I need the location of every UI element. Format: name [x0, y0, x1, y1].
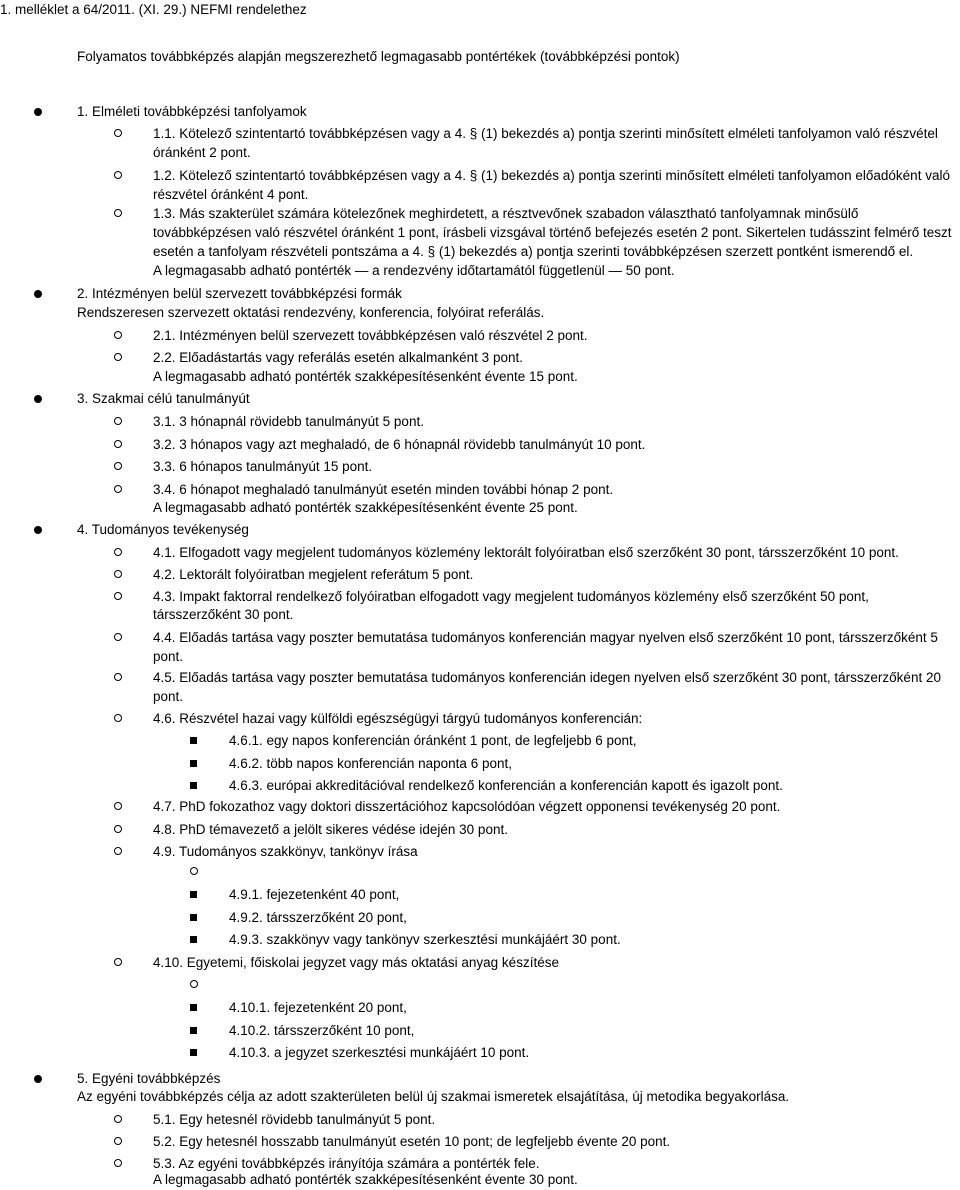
item-5-3-line-1: 5.3. Az egyéni továbbképzés irányítója számára a pontérték fele. [153, 1156, 540, 1171]
section-3-heading: 3. Szakmai célú tanulmányút [77, 391, 250, 406]
item-1-3-line-1: 1.3. Más szakterület számára kötelezőnek meghirdetett, a résztvevőnek szabadon választható tanfolyamnak minősülő [153, 206, 859, 221]
item-bullet [114, 847, 122, 855]
item-4-3-line-2: társszerzőként 30 pont. [153, 607, 294, 622]
section-4-heading: 4. Tudományos tevékenység [77, 522, 249, 537]
item-4-9-2: 4.9.2. társszerzőként 20 pont, [229, 910, 407, 925]
item-bullet [114, 462, 122, 470]
item-bullet [114, 331, 122, 339]
section-5-heading: 5. Egyéni továbbképzés [77, 1071, 221, 1086]
item-5-2: 5.2. Egy hetesnél hosszabb tanulmányút esetén 10 pont; de legfeljebb évente 20 pont. [153, 1134, 671, 1149]
subitem-bullet [190, 1049, 197, 1056]
item-bullet [114, 1115, 122, 1123]
item-1-2-line-1: 1.2. Kötelező szintentartó továbbképzésen vagy a 4. § (1) bekezdés a) pontja szerinti minősített elméleti tanfolyamon előadóként való [153, 168, 950, 183]
item-4-9-3: 4.9.3. szakkönyv vagy tankönyv szerkesztési munkájáért 30 pont. [229, 932, 621, 947]
section-1-heading: 1. Elméleti továbbképzési tanfolyamok [77, 104, 307, 119]
item-4-6-3: 4.6.3. európai akkreditációval rendelkező konferencián a konferencián kapott és igazolt pont. [229, 778, 783, 793]
item-4-5-line-2: pont. [153, 689, 184, 704]
item-4-5-line-1: 4.5. Előadás tartása vagy poszter bemutatása tudományos konferencián idegen nyelven első szerzőként 30 pont, társszerzőként 20 [153, 670, 941, 685]
item-4-3-line-1: 4.3. Impakt faktorral rendelkező folyóiratban elfogadott vagy megjelent tudományos közlemény első szerzőként 50 pont, [153, 589, 869, 604]
subitem-bullet [190, 782, 197, 789]
item-1-1-line-2: óránként 2 pont. [153, 145, 251, 160]
subitem-bullet [190, 1004, 197, 1011]
item-bullet [114, 802, 122, 810]
item-bullet [114, 825, 122, 833]
section-2-heading: 2. Intézményen belül szervezett továbbképzési formák [77, 286, 402, 301]
item-5-3-line-2: A legmagasabb adható pontérték szakképesítésenként évente 30 pont. [153, 1172, 578, 1187]
item-4-1: 4.1. Elfogadott vagy megjelent tudományos közlemény lektorált folyóiratban első szerzőként 30 pont, társszerzőként 10 pont. [153, 545, 899, 560]
subitem-bullet [190, 1027, 197, 1034]
section-bullet [34, 1075, 42, 1083]
item-5-1: 5.1. Egy hetesnél rövidebb tanulmányút 5 pont. [153, 1112, 436, 1127]
item-4-2: 4.2. Lektorált folyóiratban megjelent referátum 5 pont. [153, 567, 474, 582]
item-bullet [114, 592, 122, 600]
section-bullet [34, 108, 42, 116]
section-bullet [34, 395, 42, 403]
section-2-intro: Rendszeresen szervezett oktatási rendezvény, konferencia, folyóirat referálás. [77, 305, 545, 320]
item-1-2-line-2: részvétel óránként 4 pont. [153, 187, 309, 202]
subitem-bullet [190, 891, 197, 898]
item-3-1: 3.1. 3 hónapnál rövidebb tanulmányút 5 pont. [153, 414, 424, 429]
item-bullet [114, 548, 122, 556]
item-2-2-line-2: A legmagasabb adható pontérték szakképesítésenként évente 15 pont. [153, 369, 578, 384]
item-bullet [114, 958, 122, 966]
document-header: 1. melléklet a 64/2011. (XI. 29.) NEFMI rendelethez [0, 2, 307, 17]
item-bullet [114, 209, 122, 217]
item-bullet [114, 171, 122, 179]
item-4-10: 4.10. Egyetemi, főiskolai jegyzet vagy más oktatási anyag készítése [153, 955, 559, 970]
item-4-10-3: 4.10.3. a jegyzet szerkesztési munkájáért 10 pont. [229, 1045, 530, 1060]
subitem-bullet [190, 760, 197, 767]
section-5-intro: Az egyéni továbbképzés célja az adott szakterületen belül új szakmai ismeretek elsajátítása, új metodika begyakorlása. [77, 1089, 790, 1104]
item-4-6: 4.6. Részvétel hazai vagy külföldi egészségügyi tárgyú tudományos konferencián: [153, 711, 643, 726]
item-4-10-2: 4.10.2. társszerzőként 10 pont, [229, 1023, 415, 1038]
document-title: Folyamatos továbbképzés alapján megszerezhető legmagasabb pontértékek (továbbképzési pontok) [77, 49, 680, 64]
item-3-2: 3.2. 3 hónapos vagy azt meghaladó, de 6 hónapnál rövidebb tanulmányút 10 pont. [153, 437, 646, 452]
item-4-9-1: 4.9.1. fejezetenként 40 pont, [229, 887, 400, 902]
item-4-4-line-1: 4.4. Előadás tartása vagy poszter bemutatása tudományos konferencián magyar nyelven első szerzőként 10 pont, társszerzőként 5 [153, 630, 938, 645]
item-4-7: 4.7. PhD fokozathoz vagy doktori disszertációhoz kapcsolódóan végzett opponensi tevékenység 20 pont. [153, 799, 781, 814]
item-4-10-1: 4.10.1. fejezetenként 20 pont, [229, 1000, 407, 1015]
item-bullet [114, 714, 122, 722]
item-bullet [114, 673, 122, 681]
item-bullet [114, 129, 122, 137]
section-bullet [34, 290, 42, 298]
empty-subitem-bullet [190, 980, 198, 988]
item-4-9: 4.9. Tudományos szakkönyv, tankönyv írása [153, 844, 418, 859]
subitem-bullet [190, 914, 197, 921]
item-bullet [114, 1137, 122, 1145]
item-4-4-line-2: pont. [153, 649, 184, 664]
section-bullet [34, 526, 42, 534]
subitem-bullet [190, 936, 197, 943]
item-3-3: 3.3. 6 hónapos tanulmányút 15 pont. [153, 459, 373, 474]
item-4-6-2: 4.6.2. több napos konferencián naponta 6 pont, [229, 756, 512, 771]
item-3-4-line-2: A legmagasabb adható pontérték szakképesítésenként évente 25 pont. [153, 500, 578, 515]
subitem-bullet [190, 737, 197, 744]
item-bullet [114, 570, 122, 578]
item-1-1-line-1: 1.1. Kötelező szintentartó továbbképzésen vagy a 4. § (1) bekezdés a) pontja szerinti minősített elméleti tanfolyamon való részvétel [153, 126, 938, 141]
item-2-2-line-1: 2.2. Előadástartás vagy referálás esetén alkalmanként 3 pont. [153, 350, 523, 365]
item-bullet [114, 417, 122, 425]
item-4-8: 4.8. PhD témavezető a jelölt sikeres védése idején 30 pont. [153, 822, 508, 837]
item-bullet [114, 440, 122, 448]
item-4-6-1: 4.6.1. egy napos konferencián óránként 1 pont, de legfeljebb 6 pont, [229, 733, 637, 748]
item-bullet [114, 633, 122, 641]
item-3-4-line-1: 3.4. 6 hónapot meghaladó tanulmányút esetén minden további hónap 2 pont. [153, 482, 614, 497]
item-1-3-line-3: esetén a tanfolyam részvételi pontszáma a 4. § (1) bekezdés a) pontja szerinti továbbképzésen szerzett pontként ismerendő el. [153, 244, 914, 259]
item-bullet [114, 485, 122, 493]
item-1-3-line-4: A legmagasabb adható pontérték — a rendezvény időtartamától függetlenül — 50 pont. [153, 263, 675, 278]
item-2-1: 2.1. Intézményen belül szervezett továbbképzésen való részvétel 2 pont. [153, 328, 588, 343]
item-bullet [114, 353, 122, 361]
empty-subitem-bullet [190, 867, 198, 875]
item-bullet [114, 1159, 122, 1167]
item-1-3-line-2: továbbképzésen való részvétel óránként 1 pont, írásbeli vizsgával történő befejezés esetén 2 pont. Sikertelen tudásszint felmérő teszt [153, 225, 952, 240]
